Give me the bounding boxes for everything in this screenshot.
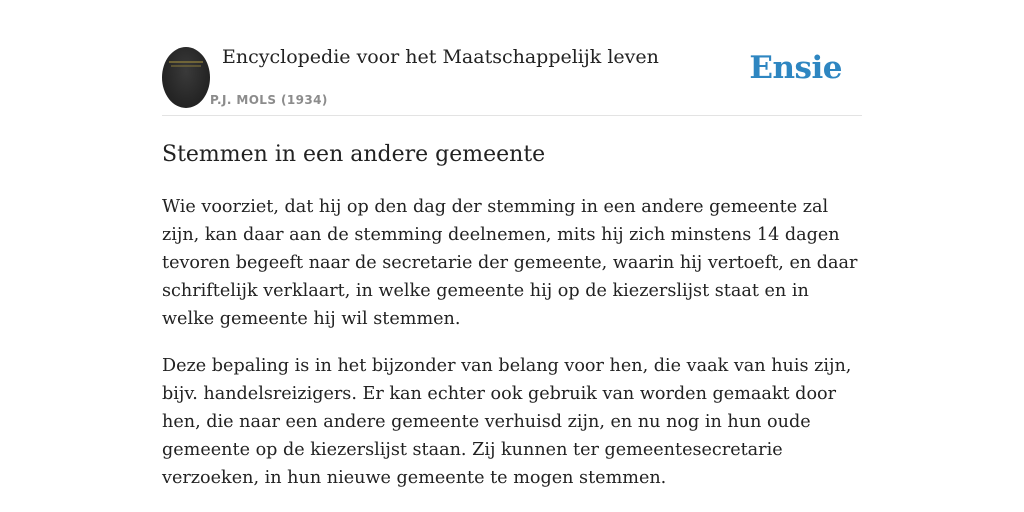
cover-subtitle-mark [171,65,201,67]
brand-logo-link[interactable]: Ensie [749,50,842,86]
page-container [162,40,862,492]
cover-title-mark [169,61,203,63]
article-title: Stemmen in een andere gemeente [162,142,546,167]
article-body [162,193,862,492]
article-paragraph-2: Deze bepaling is in het bijzonder van belang voor hen, die vaak van huis zijn, bijv. handelsreizigers. Er kan echter ook gebruik van worden gemaakt door hen, die naar een andere gemeente verhuisd zijn, en nu nog in hun oude gemeente op de kiezerslijst staan. Zij kunnen ter gemeentesecretarie verzoeken, in hun nieuwe gemeente te mogen stemmen. [162,356,852,488]
header [162,40,862,116]
article-paragraph-1: Wie voorziet, dat hij op den dag der stemming in een andere gemeente zal zijn, kan daar aan de stemming deelnemen, mits hij zich minstens 14 dagen tevoren begeeft naar de secretarie der gemeente, waarin hij vertoeft, en daar schriftelijk verklaart, in welke gemeente hij op de kiezerslijst staat en in welke gemeente hij wil stemmen. [162,197,858,329]
book-cover-icon[interactable] [162,47,210,108]
book-title-link[interactable]: Encyclopedie voor het Maatschappelijk leven [222,46,659,68]
book-author-year: P.J. MOLS (1934) [210,93,328,107]
